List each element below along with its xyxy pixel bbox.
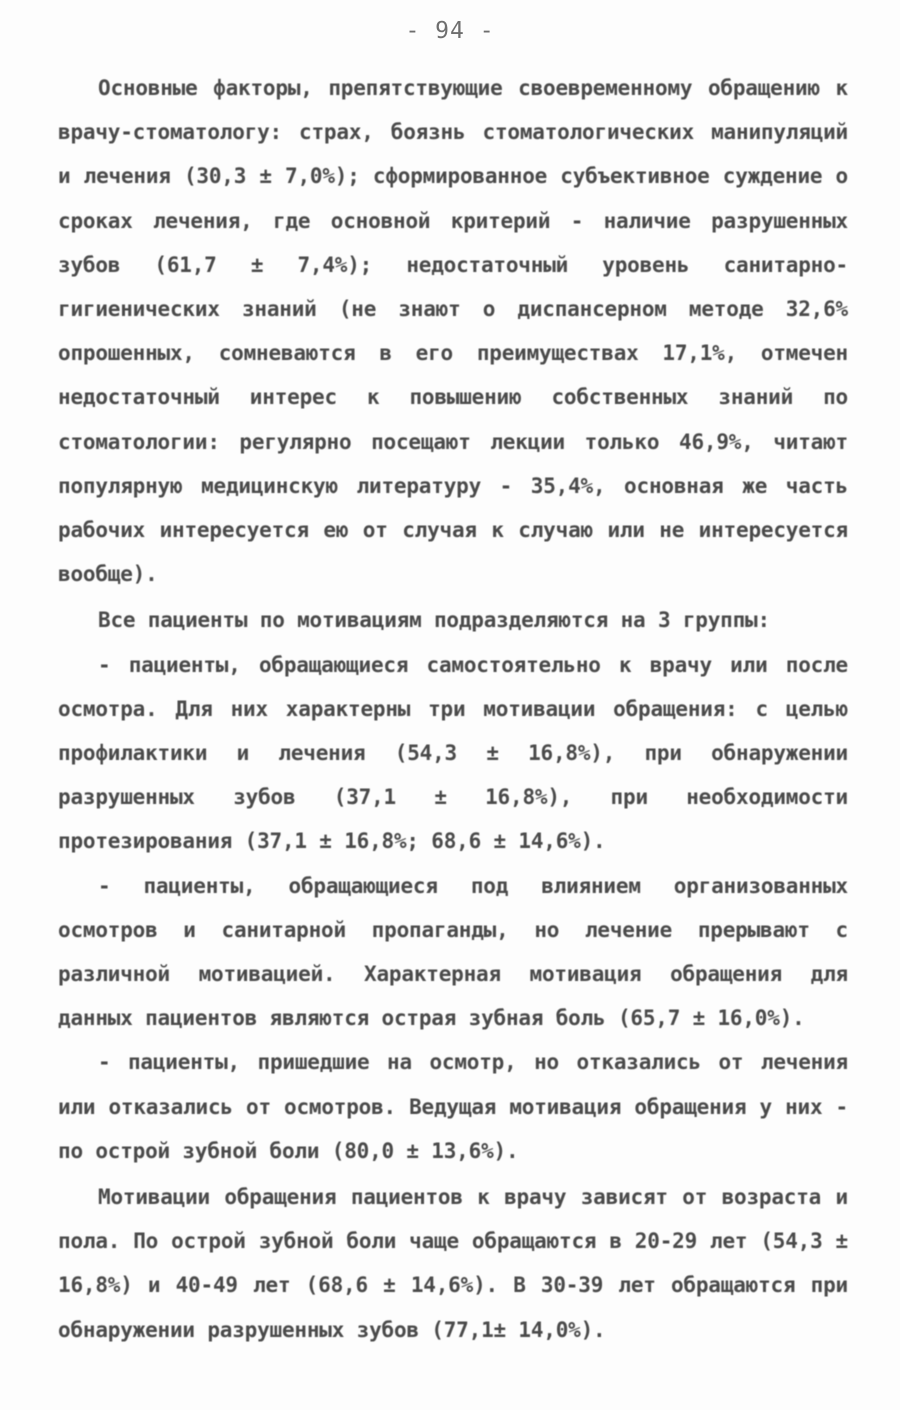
- paragraph-group-two: - пациенты, обращающиеся под влиянием организованных осмотров и санитарной пропаганды, но лечение прерывают с различной мотивацией. Характерная мотивация обращения для данных пациентов являются острая зубная боль (65,7 ± 16,0%).: [58, 873, 848, 1031]
- paragraph-factors: Основные факторы, препятствующие своевременному обращению к врачу-стоматологу: страх, боязнь стоматологических манипуляций и лечения (30,3 ± 7,0%); сформированное субъективное суждение о сроках лечения, где основной критерий - наличие разрушенных зубов (61,7 ± 7,4%); недостаточный уровень санитарно-гигиенических знаний (не знают о диспансерном методе 32,6% опрошенных, сомневаются в его преимуществах 17,1%, отмечен недостаточный интерес к повышению собственных знаний по стоматологии: регулярно посещают лекции только 46,9%, читают популярную медицинскую литературу - 35,4%, основная же часть рабочих интересуется ею от случая к случаю или не интересуется вообще).: [58, 76, 848, 587]
- paragraph-group-one: - пациенты, обращающиеся самостоятельно к врачу или после осмотра. Для них характерны три мотивации обращения: с целью профилактики и лечения (54,3 ± 16,8%), при обнаружении разрушенных зубов (37,1 ± 16,8%), при необходимости протезирования (37,1 ± 16,8%; 68,6 ± 14,6%).: [58, 652, 848, 854]
- paragraph-group-three: - пациенты, пришедшие на осмотр, но отказались от лечения или отказались от осмотров. Ведущая мотивация обращения у них - по острой зубной боли (80,0 ± 13,6%).: [58, 1050, 848, 1163]
- document-body: [58, 66, 848, 1352]
- paragraph-age-gender: Мотивации обращения пациентов к врачу зависят от возраста и пола. По острой зубной боли чаще обращаются в 20-29 лет (54,3 ± 16,8%) и 40-49 лет (68,6 ± 14,6%). В 30-39 лет обращаются при обнаружении разрушенных зубов (77,1± 14,0%).: [58, 1185, 848, 1342]
- paragraph-groups-intro: Все пациенты по мотивациям подразделяются на 3 группы:: [98, 608, 770, 633]
- page-number: - 94 -: [405, 18, 495, 44]
